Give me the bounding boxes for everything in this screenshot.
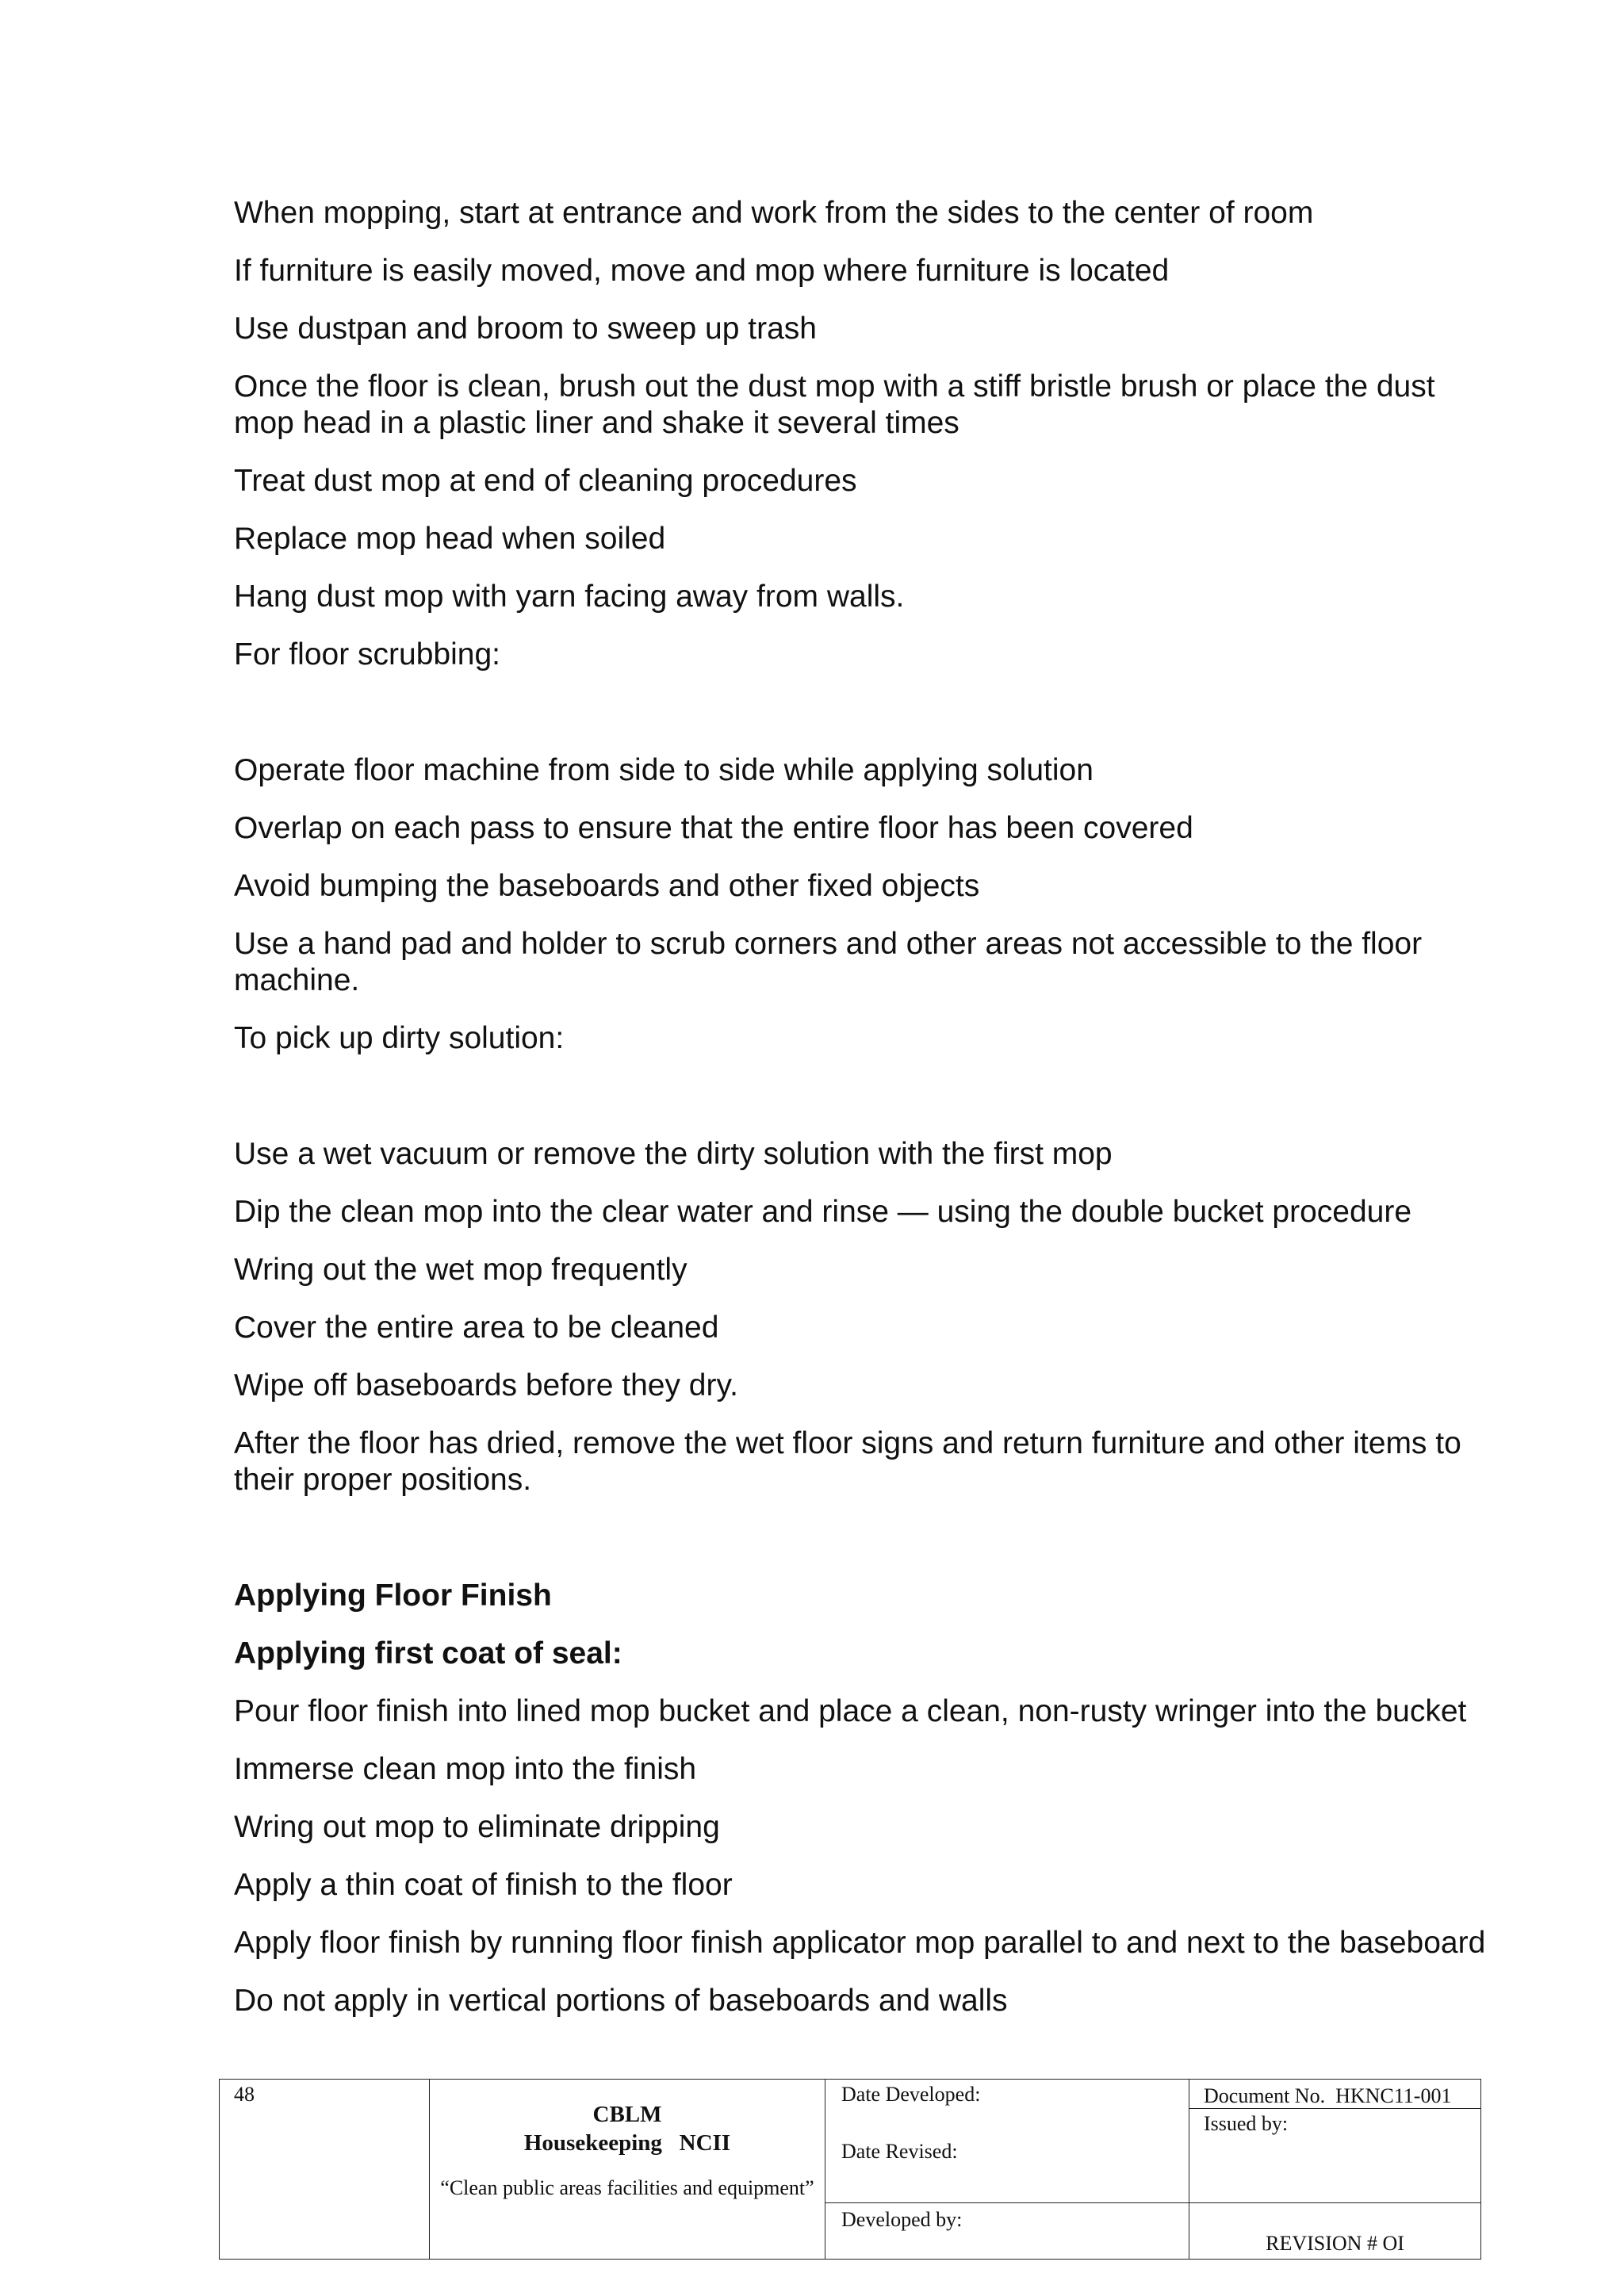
footer-title (430, 2100, 825, 2157)
revision-label: REVISION # OI (1189, 2203, 1481, 2260)
developed-by-label: Developed by: (825, 2203, 1189, 2260)
paragraph: If furniture is easily moved, move and mop where furniture is located (234, 254, 1170, 288)
section-heading: Applying Floor Finish (234, 1578, 552, 1613)
paragraph: Operate floor machine from side to side while applying solution (234, 753, 1094, 787)
paragraph: Wring out the wet mop frequently (234, 1253, 688, 1287)
paragraph: Use a wet vacuum or remove the dirty solution with the first mop (234, 1137, 1113, 1171)
paragraph: Wipe off baseboards before they dry. (234, 1368, 738, 1402)
paragraph: For floor scrubbing: (234, 637, 500, 672)
paragraph: Wring out mop to eliminate dripping (234, 1810, 720, 1844)
paragraph: Treat dust mop at end of cleaning procedures (234, 464, 857, 498)
spacer (234, 695, 1487, 752)
date-revised-label: Date Revised: (841, 2140, 958, 2163)
paragraph: Hang dust mop with yarn facing away from walls. (234, 580, 905, 614)
paragraph: Avoid bumping the baseboards and other fixed objects (234, 869, 980, 903)
paragraph: Do not apply in vertical portions of baseboards and walls (234, 1984, 1008, 2018)
paragraph: Apply floor finish by running floor finish applicator mop parallel to and next to the baseboard (234, 1926, 1486, 1960)
footer-title-cell (430, 2080, 825, 2260)
paragraph: Cover the entire area to be cleaned (234, 1311, 719, 1345)
paragraph: Use dustpan and broom to sweep up trash (234, 312, 817, 346)
dates-cell (825, 2080, 1189, 2203)
paragraph: Once the floor is clean, brush out the dust mop with a stiff bristle brush or place the dust mop head in a plastic liner and shake it several times (234, 369, 1435, 440)
spacer (234, 1078, 1487, 1136)
spacer (234, 1520, 1487, 1578)
footer-subtitle: “Clean public areas facilities and equipment” (440, 2176, 814, 2199)
document-body (234, 195, 1487, 2041)
footer-table (219, 2079, 1481, 2260)
document-number: Document No. HKNC11-001 (1189, 2080, 1481, 2109)
footer-title-line2: Housekeeping NCII (523, 2130, 731, 2156)
paragraph: Overlap on each pass to ensure that the entire floor has been covered (234, 811, 1193, 845)
paragraph: Immerse clean mop into the finish (234, 1752, 697, 1786)
paragraph: Pour floor finish into lined mop bucket and place a clean, non-rusty wringer into the bucket (234, 1694, 1467, 1728)
page-number: 48 (220, 2080, 430, 2260)
footer-title-line1: CBLM (592, 2102, 662, 2127)
date-developed-label: Date Developed: (841, 2083, 981, 2106)
paragraph: When mopping, start at entrance and work from the sides to the center of room (234, 196, 1314, 230)
paragraph: Dip the clean mop into the clear water and rinse — using the double bucket procedure (234, 1195, 1412, 1229)
paragraph: Use a hand pad and holder to scrub corners and other areas not accessible to the floor machine. (234, 927, 1423, 997)
paragraph: After the floor has dried, remove the wet floor signs and return furniture and other items to their proper positions. (234, 1426, 1461, 1497)
paragraph: Apply a thin coat of finish to the floor (234, 1868, 733, 1902)
paragraph: To pick up dirty solution: (234, 1021, 565, 1055)
issued-by-label: Issued by: (1189, 2109, 1481, 2203)
subsection-heading: Applying first coat of seal: (234, 1636, 622, 1670)
paragraph: Replace mop head when soiled (234, 522, 666, 556)
